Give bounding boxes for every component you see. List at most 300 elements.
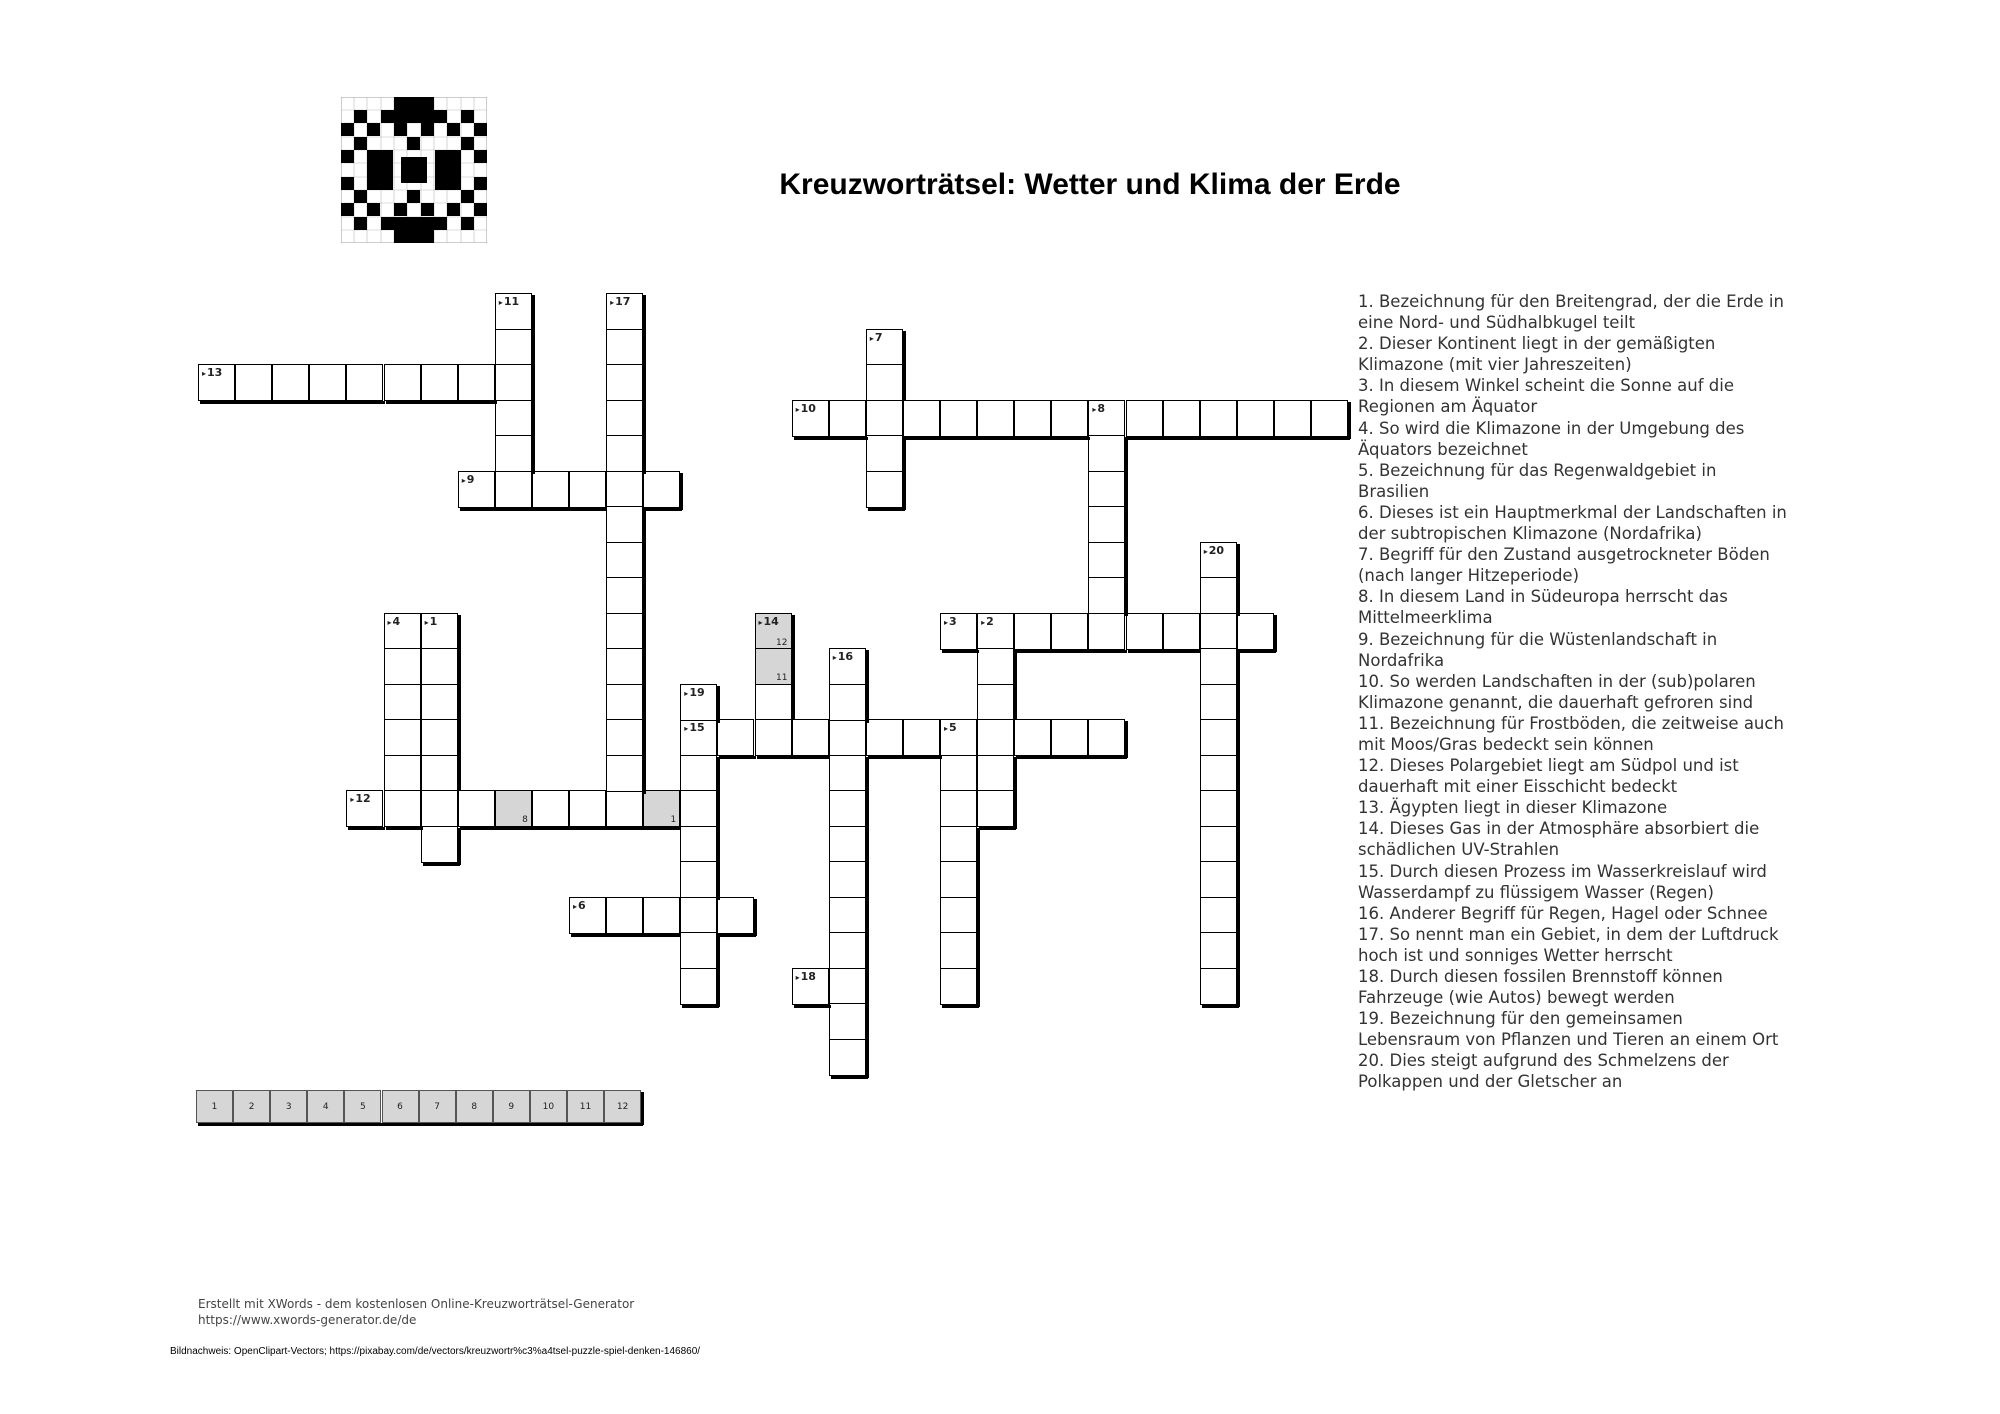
cell-shadow <box>903 331 906 368</box>
cell-shadow <box>643 757 646 794</box>
grid-cell[interactable] <box>1200 613 1237 650</box>
grid-cell[interactable] <box>421 648 458 685</box>
clue-number-label: ▸ 9 <box>462 473 475 487</box>
grid-cell[interactable] <box>866 329 903 366</box>
cell-shadow <box>977 899 980 936</box>
clue-5: 5. Bezeichnung für das Regenwaldgebiet in Brasilien <box>1358 460 1717 501</box>
grid-cell[interactable] <box>421 826 458 863</box>
cell-shadow <box>1237 828 1240 865</box>
clue-number-label: ▸ 3 <box>944 615 957 629</box>
cell-shadow <box>942 650 979 653</box>
grid-cell[interactable] <box>1088 435 1125 472</box>
solution-letter-index: 8 <box>522 815 528 825</box>
grid-cell[interactable] <box>1200 577 1237 614</box>
clue-2: 2. Dieser Kontinent liegt in der gemäßigten Klimazone (mit vier Jahreszeiten) <box>1358 334 1716 375</box>
cell-shadow <box>643 402 646 439</box>
cell-shadow <box>792 686 795 723</box>
cell-shadow <box>497 508 534 511</box>
grid-cell[interactable] <box>792 400 829 437</box>
cell-shadow <box>1125 721 1128 758</box>
grid-cell[interactable] <box>792 719 829 756</box>
grid-cell[interactable] <box>384 613 421 650</box>
grid-cell[interactable] <box>1126 400 1163 437</box>
solution-cell[interactable]: 8 <box>456 1090 493 1123</box>
cell-shadow <box>274 401 311 404</box>
grid-cell[interactable] <box>495 790 532 827</box>
cell-shadow <box>608 827 645 830</box>
grid-cell[interactable] <box>643 471 680 508</box>
clue-number-label: ▸ 12 <box>350 792 370 806</box>
grid-cell[interactable] <box>1088 471 1125 508</box>
grid-cell[interactable] <box>606 435 643 472</box>
grid-cell[interactable] <box>606 577 643 614</box>
cell-shadow <box>571 508 608 511</box>
grid-cell[interactable] <box>717 719 754 756</box>
cell-shadow <box>942 437 979 440</box>
grid-cell[interactable] <box>384 648 421 685</box>
grid-cell[interactable] <box>829 1003 866 1040</box>
grid-cell[interactable] <box>606 719 643 756</box>
grid-cell[interactable] <box>1200 648 1237 685</box>
grid-cell[interactable] <box>569 790 606 827</box>
generator-url[interactable]: https://www.xwords-generator.de/de <box>198 1313 417 1327</box>
grid-cell[interactable] <box>680 861 717 898</box>
cell-shadow <box>643 544 646 581</box>
cell-shadow <box>1125 508 1128 545</box>
cell-shadow <box>1237 686 1240 723</box>
cell-shadow <box>643 331 646 368</box>
cell-shadow <box>1202 1005 1239 1008</box>
solution-cell[interactable]: 7 <box>419 1090 456 1123</box>
clue-list <box>1358 291 1788 1093</box>
grid-cell[interactable] <box>421 364 458 401</box>
clue-number-label: ▸ 7 <box>870 331 883 345</box>
grid-cell[interactable] <box>384 790 421 827</box>
clue-6: 6. Dieses ist ein Hauptmerkmal der Landschaften in der subtropischen Klimazone (Nordafrika) <box>1358 502 1787 544</box>
cell-shadow <box>1053 756 1090 759</box>
clue-12: 12. Dieses Polargebiet liegt am Südpol und ist dauerhaft mit einer Eisschicht bedeckt <box>1358 756 1739 797</box>
cell-shadow <box>866 650 869 687</box>
solution-cell[interactable]: 9 <box>493 1090 530 1123</box>
clue-number-label: ▸ 14 <box>759 615 779 629</box>
generator-note: Erstellt mit XWords - dem kostenlosen Online-Kreuzworträtsel-Generator <box>198 1297 635 1311</box>
cell-shadow <box>643 686 646 723</box>
cell-shadow <box>571 827 608 830</box>
grid-cell[interactable] <box>940 897 977 934</box>
solution-cell[interactable]: 12 <box>604 1090 641 1123</box>
grid-cell[interactable] <box>495 471 532 508</box>
clue-3: 3. In diesem Winkel scheint die Sonne auf die Regionen am Äquator <box>1358 376 1734 417</box>
grid-cell[interactable] <box>235 364 272 401</box>
grid-cell[interactable] <box>940 826 977 863</box>
solution-cell[interactable]: 10 <box>530 1090 567 1123</box>
grid-cell[interactable] <box>940 932 977 969</box>
grid-cell[interactable] <box>606 471 643 508</box>
grid-cell[interactable] <box>1200 755 1237 792</box>
grid-cell[interactable] <box>421 755 458 792</box>
cell-shadow <box>460 508 497 511</box>
grid-cell[interactable] <box>1088 400 1125 437</box>
cell-shadow <box>719 934 756 937</box>
solution-shadow <box>641 1092 644 1125</box>
grid-cell[interactable] <box>829 932 866 969</box>
grid-cell[interactable] <box>1200 719 1237 756</box>
grid-cell[interactable] <box>384 684 421 721</box>
cell-shadow <box>905 756 942 759</box>
grid-cell[interactable] <box>606 755 643 792</box>
grid-cell[interactable] <box>309 364 346 401</box>
cell-shadow <box>645 827 682 830</box>
cell-shadow <box>532 437 535 474</box>
cell-shadow <box>680 473 683 510</box>
cell-shadow <box>717 686 720 723</box>
clue-number-label: ▸ 18 <box>796 970 816 984</box>
grid-cell[interactable] <box>1088 577 1125 614</box>
grid-cell[interactable] <box>643 897 680 934</box>
grid-cell[interactable] <box>1237 613 1274 650</box>
grid-cell[interactable] <box>1200 542 1237 579</box>
cell-shadow <box>645 508 682 511</box>
cell-shadow <box>311 401 348 404</box>
cell-shadow <box>608 934 645 937</box>
grid-cell[interactable] <box>1200 932 1237 969</box>
grid-cell[interactable] <box>866 471 903 508</box>
grid-cell[interactable] <box>272 364 309 401</box>
cell-shadow <box>532 366 535 403</box>
grid-cell[interactable] <box>829 826 866 863</box>
cell-shadow <box>903 473 906 510</box>
grid-cell[interactable] <box>680 684 717 721</box>
grid-cell[interactable] <box>829 897 866 934</box>
grid-cell[interactable] <box>940 861 977 898</box>
grid-cell[interactable] <box>680 968 717 1005</box>
grid-cell[interactable] <box>1051 613 1088 650</box>
clue-number-label: ▸ 1 <box>425 615 438 629</box>
cell-shadow <box>643 437 646 474</box>
page-title: Kreuzworträtsel: Wetter und Klima der Erde <box>779 168 1401 201</box>
solution-cell[interactable]: 4 <box>307 1090 344 1123</box>
cell-shadow <box>794 437 831 440</box>
cell-shadow <box>1165 437 1202 440</box>
cell-shadow <box>1237 579 1240 616</box>
clue-number-label: ▸ 11 <box>499 295 519 309</box>
grid-cell[interactable] <box>829 968 866 1005</box>
grid-cell[interactable] <box>1051 719 1088 756</box>
grid-cell[interactable] <box>755 719 792 756</box>
generator-footer <box>198 1296 634 1328</box>
grid-cell[interactable] <box>977 613 1014 650</box>
grid-cell[interactable] <box>1014 400 1051 437</box>
grid-cell[interactable] <box>1200 968 1237 1005</box>
cell-shadow <box>866 1041 869 1078</box>
cell-shadow <box>1237 721 1240 758</box>
clue-4: 4. So wird die Klimazone in der Umgebung des Äquators bezeichnet <box>1358 418 1745 459</box>
grid-cell[interactable] <box>346 364 383 401</box>
grid-cell[interactable] <box>495 329 532 366</box>
grid-cell[interactable] <box>940 755 977 792</box>
cell-shadow <box>458 721 461 758</box>
cell-shadow <box>903 366 906 403</box>
grid-cell[interactable] <box>458 471 495 508</box>
solution-cell[interactable]: 11 <box>567 1090 604 1123</box>
cell-shadow <box>1237 650 1240 687</box>
cell-shadow <box>717 863 720 900</box>
cell-shadow <box>717 792 720 829</box>
cell-shadow <box>458 650 461 687</box>
grid-cell[interactable] <box>198 364 235 401</box>
cell-shadow <box>866 828 869 865</box>
cell-shadow <box>1348 402 1351 439</box>
grid-cell[interactable] <box>1088 506 1125 543</box>
grid-cell[interactable] <box>606 364 643 401</box>
cell-shadow <box>348 401 385 404</box>
grid-cell[interactable] <box>903 400 940 437</box>
cell-shadow <box>717 970 720 1007</box>
grid-cell[interactable] <box>940 790 977 827</box>
grid-cell[interactable] <box>903 719 940 756</box>
cell-shadow <box>903 437 906 474</box>
grid-cell[interactable] <box>977 755 1014 792</box>
cell-shadow <box>979 827 1016 830</box>
solution-letter-index: 1 <box>670 815 677 825</box>
cell-shadow <box>532 295 535 332</box>
grid-cell[interactable] <box>977 400 1014 437</box>
grid-cell[interactable] <box>940 400 977 437</box>
cell-shadow <box>1125 544 1128 581</box>
grid-cell[interactable] <box>680 826 717 863</box>
cell-shadow <box>643 650 646 687</box>
solution-cell[interactable]: 6 <box>382 1090 419 1123</box>
grid-cell[interactable] <box>346 790 383 827</box>
grid-cell[interactable] <box>606 897 643 934</box>
cell-shadow <box>497 827 534 830</box>
cell-shadow <box>719 756 756 759</box>
grid-cell[interactable] <box>680 719 717 756</box>
grid-cell[interactable] <box>1200 897 1237 934</box>
cell-shadow <box>868 508 905 511</box>
grid-cell[interactable] <box>606 613 643 650</box>
grid-cell[interactable] <box>606 542 643 579</box>
grid-cell[interactable] <box>495 400 532 437</box>
cell-shadow <box>458 615 461 652</box>
grid-cell[interactable] <box>606 506 643 543</box>
grid-cell[interactable] <box>940 613 977 650</box>
grid-cell[interactable] <box>458 364 495 401</box>
grid-cell[interactable] <box>458 790 495 827</box>
grid-cell[interactable] <box>829 400 866 437</box>
clue-13: 13. Ägypten liegt in dieser Klimazone <box>1358 798 1668 818</box>
grid-cell[interactable] <box>384 755 421 792</box>
grid-cell[interactable] <box>680 897 717 934</box>
cell-shadow <box>717 934 720 971</box>
grid-cell[interactable] <box>1200 400 1237 437</box>
cell-shadow <box>643 615 646 652</box>
grid-cell[interactable] <box>606 293 643 330</box>
grid-cell[interactable] <box>977 790 1014 827</box>
cell-shadow <box>423 863 460 866</box>
grid-cell[interactable] <box>569 897 606 934</box>
cell-shadow <box>534 508 571 511</box>
cell-shadow <box>1313 437 1350 440</box>
cell-shadow <box>460 401 497 404</box>
grid-cell[interactable] <box>680 932 717 969</box>
clue-17: 17. So nennt man ein Gebiet, in dem der Luftdruck hoch ist und sonniges Wetter herrscht <box>1358 924 1779 965</box>
grid-cell[interactable] <box>606 648 643 685</box>
grid-cell[interactable] <box>606 329 643 366</box>
grid-cell[interactable] <box>421 684 458 721</box>
solution-cell[interactable]: 1 <box>196 1090 233 1123</box>
cell-shadow <box>643 366 646 403</box>
grid-cell[interactable] <box>1088 719 1125 756</box>
clue-20: 20. Dies steigt aufgrund des Schmelzens der Polkappen und der Gletscher an <box>1358 1051 1729 1092</box>
cell-shadow <box>1014 686 1017 723</box>
grid-cell[interactable] <box>680 790 717 827</box>
grid-cell[interactable] <box>643 790 680 827</box>
grid-cell[interactable] <box>1163 400 1200 437</box>
cell-shadow <box>1237 970 1240 1007</box>
grid-cell[interactable] <box>1014 719 1051 756</box>
cell-shadow <box>1090 756 1127 759</box>
grid-cell[interactable] <box>1200 790 1237 827</box>
cell-shadow <box>1274 615 1277 652</box>
grid-cell[interactable] <box>866 719 903 756</box>
cell-shadow <box>348 827 385 830</box>
grid-cell[interactable] <box>940 719 977 756</box>
grid-cell[interactable] <box>866 400 903 437</box>
grid-cell[interactable] <box>1200 861 1237 898</box>
cell-shadow <box>1237 757 1240 794</box>
cell-shadow <box>1276 437 1313 440</box>
solution-cell[interactable]: 2 <box>233 1090 270 1123</box>
cell-shadow <box>866 934 869 971</box>
cell-shadow <box>1125 473 1128 510</box>
grid-cell[interactable] <box>680 755 717 792</box>
grid-cell[interactable] <box>1237 400 1274 437</box>
grid-cell[interactable] <box>977 719 1014 756</box>
grid-cell[interactable] <box>384 364 421 401</box>
cell-shadow <box>458 757 461 794</box>
cell-shadow <box>1053 650 1090 653</box>
grid-cell[interactable] <box>1014 613 1051 650</box>
cell-shadow <box>571 934 608 937</box>
grid-cell[interactable] <box>829 684 866 721</box>
grid-cell[interactable] <box>940 968 977 1005</box>
cell-shadow <box>645 934 682 937</box>
grid-cell[interactable] <box>829 755 866 792</box>
cell-shadow <box>866 792 869 829</box>
solution-cell[interactable]: 3 <box>270 1090 307 1123</box>
cell-shadow <box>977 828 980 865</box>
grid-cell[interactable] <box>421 719 458 756</box>
cell-shadow <box>200 401 237 404</box>
grid-cell[interactable] <box>1311 400 1348 437</box>
clue-1: 1. Bezeichnung für den Breitengrad, der die Erde in eine Nord- und Südhalbkugel teilt <box>1358 292 1784 333</box>
clue-18: 18. Durch diesen fossilen Brennstoff können Fahrzeuge (wie Autos) bewegt werden <box>1358 967 1723 1008</box>
clue-number-label: ▸ 16 <box>833 650 853 664</box>
cell-shadow <box>1125 579 1128 616</box>
cell-shadow <box>1016 437 1053 440</box>
clue-number-label: ▸ 19 <box>684 686 704 700</box>
grid-cell[interactable] <box>755 684 792 721</box>
grid-cell[interactable] <box>755 613 792 650</box>
grid-cell[interactable] <box>1200 684 1237 721</box>
grid-cell[interactable] <box>1051 400 1088 437</box>
grid-cell[interactable] <box>1088 613 1125 650</box>
cell-shadow <box>977 934 980 971</box>
cell-shadow <box>977 863 980 900</box>
clue-9: 9. Bezeichnung für die Wüstenlandschaft in Nordafrika <box>1358 629 1718 670</box>
cell-shadow <box>532 402 535 439</box>
cell-shadow <box>1237 934 1240 971</box>
grid-cell[interactable] <box>866 435 903 472</box>
solution-cell[interactable]: 5 <box>344 1090 381 1123</box>
grid-cell[interactable] <box>1200 826 1237 863</box>
grid-cell[interactable] <box>755 648 792 685</box>
cell-shadow <box>460 827 497 830</box>
clue-number-label: ▸ 17 <box>610 295 630 309</box>
cell-shadow <box>754 899 757 936</box>
grid-cell[interactable] <box>606 684 643 721</box>
grid-cell[interactable] <box>532 471 569 508</box>
grid-cell[interactable] <box>829 790 866 827</box>
clue-number-label: ▸ 15 <box>684 721 704 735</box>
cell-shadow <box>794 1005 831 1008</box>
clue-number-label: ▸ 13 <box>202 366 222 380</box>
cell-shadow <box>866 970 869 1007</box>
clue-number-label: ▸ 5 <box>944 721 957 735</box>
grid-cell[interactable] <box>792 968 829 1005</box>
grid-cell[interactable] <box>717 897 754 934</box>
cell-shadow <box>237 401 274 404</box>
grid-cell[interactable] <box>829 1039 866 1076</box>
grid-cell[interactable] <box>1088 542 1125 579</box>
cell-shadow <box>792 615 795 652</box>
cell-shadow <box>423 401 460 404</box>
grid-cell[interactable] <box>421 613 458 650</box>
cell-shadow <box>868 756 905 759</box>
grid-cell[interactable] <box>829 861 866 898</box>
clue-10: 10. So werden Landschaften in der (sub)polaren Klimazone genannt, die dauerhaft gefroren sind <box>1358 671 1756 712</box>
grid-cell[interactable] <box>606 790 643 827</box>
grid-cell[interactable] <box>1274 400 1311 437</box>
cell-shadow <box>717 828 720 865</box>
grid-cell[interactable] <box>977 684 1014 721</box>
grid-cell[interactable] <box>1126 613 1163 650</box>
grid-cell[interactable] <box>829 719 866 756</box>
grid-cell[interactable] <box>569 471 606 508</box>
grid-cell[interactable] <box>829 648 866 685</box>
grid-cell[interactable] <box>495 435 532 472</box>
grid-cell[interactable] <box>1163 613 1200 650</box>
grid-cell[interactable] <box>495 293 532 330</box>
cell-shadow <box>979 437 1016 440</box>
cell-shadow <box>794 756 831 759</box>
cell-shadow <box>1016 650 1053 653</box>
cell-shadow <box>1237 863 1240 900</box>
clue-number-label: ▸ 2 <box>981 615 994 629</box>
grid-cell[interactable] <box>421 790 458 827</box>
clue-number-label: ▸ 20 <box>1204 544 1224 558</box>
grid-cell[interactable] <box>384 719 421 756</box>
cell-shadow <box>1014 650 1017 687</box>
grid-cell[interactable] <box>977 648 1014 685</box>
grid-cell[interactable] <box>532 790 569 827</box>
grid-cell[interactable] <box>606 400 643 437</box>
cell-shadow <box>1165 650 1202 653</box>
cell-shadow <box>386 827 423 830</box>
grid-cell[interactable] <box>866 364 903 401</box>
grid-cell[interactable] <box>495 364 532 401</box>
